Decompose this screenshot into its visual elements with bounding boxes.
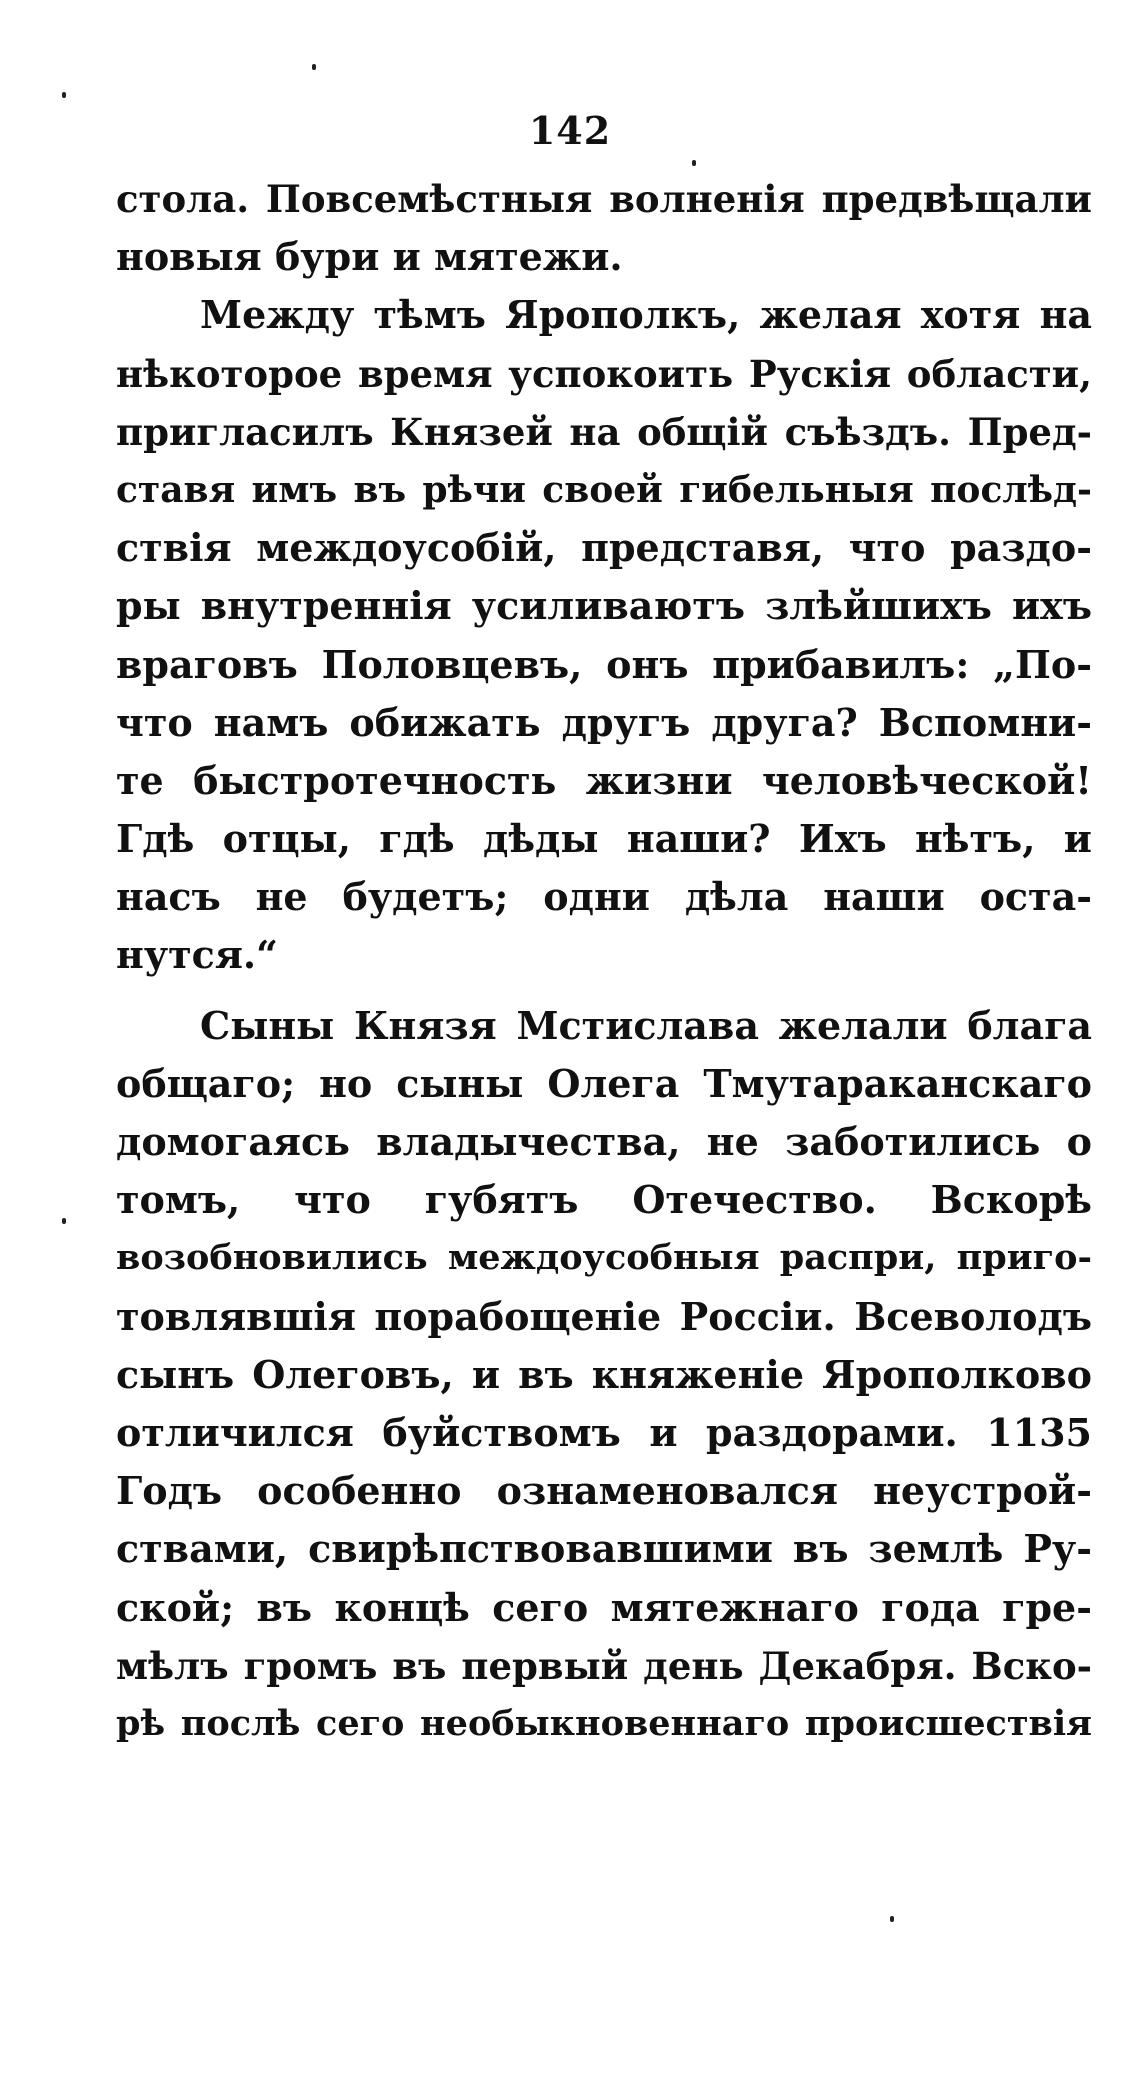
text-line: Между тѣмъ Ярополкъ, желая хотя на [200, 292, 1092, 338]
text-line: общаго; но сыны Олега Тмутараканскаго [116, 1060, 1092, 1106]
text-line: мѣлъ громъ въ первый день Декабря. Вско- [116, 1643, 1092, 1688]
text-line: отличился буйствомъ и раздорами. 1135 [116, 1409, 1092, 1455]
paragraph [116, 997, 1092, 1753]
text-line: нутся.“ [116, 932, 278, 978]
text-line: Гдѣ отцы, гдѣ дѣды наши? Ихъ нѣтъ, и [116, 816, 1092, 862]
ink-speck [62, 1218, 66, 1224]
text-line: Годъ особенно ознаменовался неустрой- [116, 1468, 1092, 1514]
text-line: те быстротечность жизни человѣческой! [116, 757, 1092, 803]
text-line: пригласилъ Князей на общій съѣздъ. Пред- [116, 409, 1092, 454]
text-line: стола. Повсемѣстныя волненія предвѣщали [116, 177, 1092, 221]
text-line: враговъ Половцевъ, онъ прибавилъ: „По- [116, 641, 1092, 687]
ink-speck [312, 64, 316, 70]
text-line: что намъ обижать другъ друга? Вспомни- [116, 699, 1092, 745]
text-line: томъ, что губятъ Отечество. Вскорѣ [116, 1177, 1092, 1223]
page-text [116, 170, 1092, 1753]
text-line: ствами, свирѣпствовавшими въ землѣ Ру- [116, 1526, 1092, 1572]
text-line: нѣкоторое время успокоить Рускія области, [116, 351, 1092, 396]
text-line: насъ не будетъ; одни дѣла наши оста- [116, 874, 1092, 920]
paragraph [116, 286, 1092, 984]
text-line: товлявшія порабощеніе Россіи. Всеволодъ [116, 1293, 1092, 1339]
ink-speck [692, 160, 696, 166]
ink-speck [890, 1916, 894, 1922]
text-line: Сыны Князя Мстислава желали блага [200, 1002, 1092, 1048]
text-line: ствія междоусобій, представя, что раздо- [116, 525, 1092, 571]
text-line: рѣ послѣ сего необыкновеннаго происшествія [116, 1702, 1092, 1744]
text-line: ставя имъ въ рѣчи своей гибельныя послѣд- [116, 468, 1092, 511]
ink-speck [62, 92, 66, 98]
paragraph [116, 170, 1092, 286]
text-line: новыя бури и мятежи. [116, 234, 623, 280]
text-line: ской; въ концѣ сего мятежнаго года гре- [116, 1584, 1092, 1630]
text-line: домогаясь владычества, не заботились о [116, 1119, 1092, 1164]
text-line: возобновились междоусобныя распри, приго- [116, 1237, 1092, 1279]
page-number: 142 [528, 108, 612, 153]
text-line: сынъ Олеговъ, и въ княженіе Ярополково [116, 1351, 1092, 1397]
text-line: ры внутреннія усиливаютъ злѣйшихъ ихъ [116, 583, 1092, 629]
